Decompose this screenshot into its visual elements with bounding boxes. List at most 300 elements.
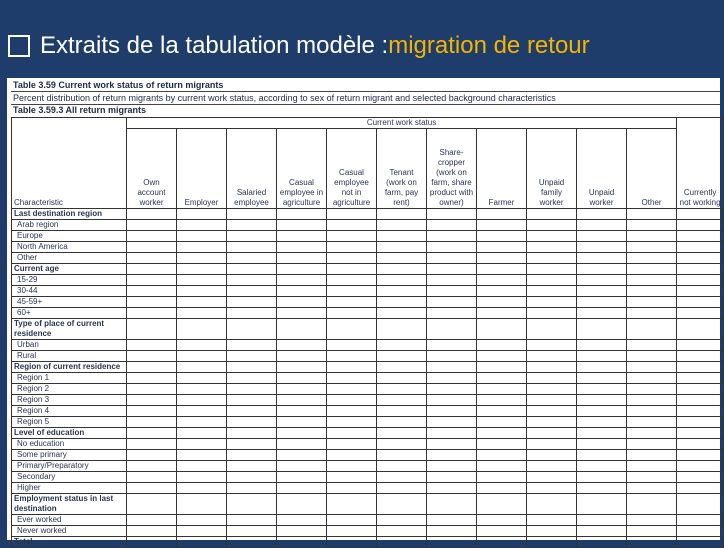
table-cell xyxy=(277,362,327,373)
table-cell xyxy=(577,264,627,275)
table-cell xyxy=(127,220,177,231)
table-cell xyxy=(127,526,177,537)
table-cell xyxy=(227,439,277,450)
table-cell xyxy=(127,537,177,548)
table-cell xyxy=(127,483,177,494)
table-cell xyxy=(677,297,724,308)
table-cell xyxy=(677,494,724,515)
table-row xyxy=(12,286,724,297)
table-cell xyxy=(627,275,677,286)
total-row xyxy=(12,537,724,548)
table-cell xyxy=(227,472,277,483)
table-cell xyxy=(227,537,277,548)
row-label: 15-29 xyxy=(12,275,127,286)
row-label: Europe xyxy=(12,231,127,242)
table-cell xyxy=(627,384,677,395)
table-cell xyxy=(627,395,677,406)
row-label: 30-44 xyxy=(12,286,127,297)
row-label: Secondary xyxy=(12,472,127,483)
table-cell xyxy=(177,373,227,384)
table-cell xyxy=(277,494,327,515)
table-cell xyxy=(427,373,477,384)
table-cell xyxy=(377,450,427,461)
table-cell xyxy=(577,406,627,417)
row-label: North America xyxy=(12,242,127,253)
table-cell xyxy=(377,351,427,362)
table-cell xyxy=(127,439,177,450)
table-cell xyxy=(627,308,677,319)
table-cell xyxy=(327,242,377,253)
table-cell xyxy=(277,275,327,286)
table-cell xyxy=(177,515,227,526)
table-cell xyxy=(527,275,577,286)
table-cell xyxy=(427,340,477,351)
table-cell xyxy=(577,483,627,494)
table-cell xyxy=(577,417,627,428)
table-cell xyxy=(627,264,677,275)
table-cell xyxy=(327,384,377,395)
table-cell xyxy=(127,515,177,526)
table-cell xyxy=(527,406,577,417)
table-cell xyxy=(127,340,177,351)
table-cell xyxy=(327,362,377,373)
table-cell xyxy=(527,515,577,526)
table-cell xyxy=(227,220,277,231)
table-cell xyxy=(627,417,677,428)
table-cell xyxy=(627,461,677,472)
table-cell xyxy=(377,384,427,395)
table-cell xyxy=(377,209,427,220)
table-cell xyxy=(377,253,427,264)
table-row xyxy=(12,395,724,406)
table-cell xyxy=(327,515,377,526)
table-cell xyxy=(427,220,477,231)
table-row xyxy=(12,340,724,351)
table-cell xyxy=(327,286,377,297)
table-cell xyxy=(327,439,377,450)
table-cell xyxy=(377,264,427,275)
table-cell xyxy=(277,515,327,526)
table-cell xyxy=(227,308,277,319)
table-cell xyxy=(177,231,227,242)
row-label: Other xyxy=(12,253,127,264)
table-cell xyxy=(527,472,577,483)
table-cell xyxy=(527,286,577,297)
table-cell xyxy=(627,340,677,351)
table-cell xyxy=(477,450,527,461)
table-cell xyxy=(527,526,577,537)
table-cell xyxy=(127,428,177,439)
table-cell xyxy=(427,297,477,308)
table-cell xyxy=(127,450,177,461)
table-cell xyxy=(277,297,327,308)
table-cell xyxy=(377,526,427,537)
table-cell xyxy=(177,450,227,461)
table-cell xyxy=(177,439,227,450)
table-cell xyxy=(227,406,277,417)
table-cell xyxy=(577,439,627,450)
table-row xyxy=(12,406,724,417)
table-cell xyxy=(677,395,724,406)
table-cell xyxy=(677,209,724,220)
table-cell xyxy=(177,220,227,231)
tabulation-table xyxy=(11,117,724,548)
table-cell xyxy=(477,373,527,384)
table-cell xyxy=(327,351,377,362)
section-row xyxy=(12,362,724,373)
table-row xyxy=(12,526,724,537)
current-work-status-header: Current work status xyxy=(127,118,677,129)
table-cell xyxy=(127,319,177,340)
section-label: Region of current residence xyxy=(12,362,127,373)
section-label: Current age xyxy=(12,264,127,275)
table-cell xyxy=(627,537,677,548)
section-label: Employment status in last destination xyxy=(12,494,127,515)
table-cell xyxy=(327,494,377,515)
table-cell xyxy=(677,319,724,340)
table-cell xyxy=(327,209,377,220)
table-cell xyxy=(327,253,377,264)
table-cell xyxy=(127,472,177,483)
table-cell xyxy=(477,384,527,395)
table-cell xyxy=(527,395,577,406)
table-cell xyxy=(377,242,427,253)
table-cell xyxy=(227,428,277,439)
column-header: Unpaid family worker xyxy=(527,129,577,209)
table-cell xyxy=(327,537,377,548)
table-cell xyxy=(677,428,724,439)
table-cell xyxy=(377,340,427,351)
table-cell xyxy=(127,351,177,362)
table-cell xyxy=(177,264,227,275)
table-cell xyxy=(577,526,627,537)
table-cell xyxy=(677,483,724,494)
table-cell xyxy=(427,483,477,494)
table-cell xyxy=(577,220,627,231)
table-cell xyxy=(377,286,427,297)
table-cell xyxy=(477,275,527,286)
table-cell xyxy=(677,275,724,286)
table-cell xyxy=(577,362,627,373)
table-cell xyxy=(277,417,327,428)
table-cell xyxy=(227,526,277,537)
table-cell xyxy=(427,286,477,297)
row-label: Region 2 xyxy=(12,384,127,395)
table-cell xyxy=(127,395,177,406)
table-cell xyxy=(427,351,477,362)
table-cell xyxy=(227,264,277,275)
table-cell xyxy=(277,340,327,351)
table-cell xyxy=(227,515,277,526)
table-cell xyxy=(677,253,724,264)
row-label: Region 1 xyxy=(12,373,127,384)
table-cell xyxy=(427,264,477,275)
table-cell xyxy=(427,494,477,515)
table-cell xyxy=(227,275,277,286)
table-cell xyxy=(177,319,227,340)
table-cell xyxy=(527,417,577,428)
table-cell xyxy=(227,242,277,253)
table-cell xyxy=(627,220,677,231)
table-cell xyxy=(577,351,627,362)
table-cell xyxy=(577,494,627,515)
table-cell xyxy=(477,297,527,308)
table-cell xyxy=(327,406,377,417)
table-cell xyxy=(127,384,177,395)
table-cell xyxy=(377,231,427,242)
table-cell xyxy=(327,526,377,537)
table-cell xyxy=(277,231,327,242)
table-cell xyxy=(527,319,577,340)
table-cell xyxy=(227,286,277,297)
table-cell xyxy=(377,297,427,308)
table-cell xyxy=(377,537,427,548)
table-cell xyxy=(627,428,677,439)
table-cell xyxy=(677,537,724,548)
table-cell xyxy=(127,297,177,308)
table-cell xyxy=(227,297,277,308)
row-label: Urban xyxy=(12,340,127,351)
table-cell xyxy=(627,297,677,308)
table-cell xyxy=(277,220,327,231)
table-cell xyxy=(377,515,427,526)
table-cell xyxy=(527,253,577,264)
table-cell xyxy=(227,319,277,340)
table-cell xyxy=(277,253,327,264)
table-cell xyxy=(527,362,577,373)
table-cell xyxy=(677,340,724,351)
table-cell xyxy=(427,384,477,395)
table-cell xyxy=(127,362,177,373)
table-cell xyxy=(277,428,327,439)
row-label: Rural xyxy=(12,351,127,362)
column-header: Tenant (work on farm, pay rent) xyxy=(377,129,427,209)
table-cell xyxy=(477,526,527,537)
table-cell xyxy=(427,253,477,264)
table-cell xyxy=(477,483,527,494)
table-cell xyxy=(477,209,527,220)
table-cell xyxy=(127,275,177,286)
table-cell xyxy=(327,428,377,439)
table-cell xyxy=(327,220,377,231)
table-cell xyxy=(527,242,577,253)
table-cell xyxy=(627,406,677,417)
table-cell xyxy=(577,319,627,340)
table-cell xyxy=(277,319,327,340)
table-cell xyxy=(277,439,327,450)
table-cell xyxy=(227,483,277,494)
table-cell xyxy=(427,319,477,340)
checkbox-bullet-icon xyxy=(8,35,30,57)
table-cell xyxy=(677,231,724,242)
table-row xyxy=(12,439,724,450)
table-cell xyxy=(327,340,377,351)
table-cell xyxy=(227,494,277,515)
table-cell xyxy=(477,472,527,483)
table-cell xyxy=(327,275,377,286)
table-cell xyxy=(627,472,677,483)
table-cell xyxy=(677,362,724,373)
table-cell xyxy=(227,253,277,264)
table-cell xyxy=(127,209,177,220)
table-cell xyxy=(177,362,227,373)
table-cell xyxy=(127,494,177,515)
table-cell xyxy=(227,417,277,428)
table-cell xyxy=(677,220,724,231)
table-cell xyxy=(627,253,677,264)
table-cell xyxy=(527,494,577,515)
table-cell xyxy=(277,406,327,417)
table-cell xyxy=(577,395,627,406)
section-label: Last destination region xyxy=(12,209,127,220)
table-cell xyxy=(177,483,227,494)
column-header: Other xyxy=(627,129,677,209)
table-cell xyxy=(577,384,627,395)
table-cell xyxy=(627,351,677,362)
table-cell xyxy=(327,472,377,483)
table-cell xyxy=(627,231,677,242)
table-cell xyxy=(577,472,627,483)
table-cell xyxy=(177,494,227,515)
table-cell xyxy=(627,373,677,384)
table-cell xyxy=(527,220,577,231)
table-cell xyxy=(677,450,724,461)
table-cell xyxy=(677,286,724,297)
table-cell xyxy=(227,362,277,373)
table-cell xyxy=(677,308,724,319)
table-cell xyxy=(427,308,477,319)
table-cell xyxy=(377,483,427,494)
table-cell xyxy=(177,395,227,406)
row-label: 60+ xyxy=(12,308,127,319)
table-cell xyxy=(477,515,527,526)
table-cell xyxy=(127,242,177,253)
table-cell xyxy=(377,275,427,286)
table-cell xyxy=(477,264,527,275)
table-cell xyxy=(577,231,627,242)
table-cell xyxy=(427,450,477,461)
row-label: 45-59+ xyxy=(12,297,127,308)
column-header: Farmer xyxy=(477,129,527,209)
row-label: Ever worked xyxy=(12,515,127,526)
table-cell xyxy=(527,340,577,351)
title-accent: migration de retour xyxy=(388,32,590,59)
table-cell xyxy=(327,264,377,275)
table-row xyxy=(12,450,724,461)
table-cell xyxy=(577,209,627,220)
table-cell xyxy=(477,231,527,242)
table-cell xyxy=(177,526,227,537)
table-cell xyxy=(527,297,577,308)
table-row xyxy=(12,483,724,494)
row-label: Region 4 xyxy=(12,406,127,417)
table-cell xyxy=(277,384,327,395)
table-cell xyxy=(277,450,327,461)
table-cell xyxy=(627,439,677,450)
table-cell xyxy=(477,286,527,297)
table-cell xyxy=(527,537,577,548)
table-cell xyxy=(127,286,177,297)
table-cell xyxy=(477,439,527,450)
table-cell xyxy=(277,526,327,537)
table-cell xyxy=(377,417,427,428)
table-cell xyxy=(427,231,477,242)
table-cell xyxy=(227,384,277,395)
table-cell xyxy=(627,494,677,515)
table-cell xyxy=(527,461,577,472)
row-label: Region 5 xyxy=(12,417,127,428)
table-cell xyxy=(377,362,427,373)
section-row xyxy=(12,494,724,515)
section-label: Level of education xyxy=(12,428,127,439)
table-cell xyxy=(377,319,427,340)
table-cell xyxy=(177,297,227,308)
table-cell xyxy=(427,209,477,220)
table-cell xyxy=(427,515,477,526)
table-cell xyxy=(627,483,677,494)
row-label: Never worked xyxy=(12,526,127,537)
column-header: Employer xyxy=(177,129,227,209)
table-cell xyxy=(627,286,677,297)
table-cell xyxy=(327,483,377,494)
table-cell xyxy=(177,340,227,351)
column-header: Currently not working xyxy=(677,118,724,209)
table-cell xyxy=(277,308,327,319)
table-cell xyxy=(227,209,277,220)
table-cell xyxy=(227,351,277,362)
table-cell xyxy=(377,494,427,515)
table-cell xyxy=(427,362,477,373)
table-cell xyxy=(277,395,327,406)
table-cell xyxy=(427,417,477,428)
table-cell xyxy=(327,373,377,384)
table-cell xyxy=(177,351,227,362)
table-cell xyxy=(177,209,227,220)
table-cell xyxy=(227,231,277,242)
table-cell xyxy=(527,483,577,494)
table-cell xyxy=(377,220,427,231)
row-label: No education xyxy=(12,439,127,450)
table-cell xyxy=(577,340,627,351)
table-cell xyxy=(677,472,724,483)
table-row xyxy=(12,472,724,483)
table-cell xyxy=(477,417,527,428)
table-cell xyxy=(177,384,227,395)
table-row xyxy=(12,275,724,286)
table-cell xyxy=(477,406,527,417)
table-cell xyxy=(277,209,327,220)
table-cell xyxy=(177,417,227,428)
table-row xyxy=(12,253,724,264)
row-label: Region 3 xyxy=(12,395,127,406)
table-cell xyxy=(577,242,627,253)
table-cell xyxy=(277,373,327,384)
table-cell xyxy=(577,297,627,308)
table-cell xyxy=(477,253,527,264)
table-cell xyxy=(627,515,677,526)
table-cell xyxy=(127,264,177,275)
table-cell xyxy=(277,472,327,483)
table-cell xyxy=(577,515,627,526)
table-cell xyxy=(127,461,177,472)
table-cell xyxy=(477,220,527,231)
table-row xyxy=(12,515,724,526)
column-header: Share-cropper (work on farm, share product with owner) xyxy=(427,129,477,209)
table-cell xyxy=(627,242,677,253)
table-cell xyxy=(477,340,527,351)
table-cell xyxy=(227,395,277,406)
table-cell xyxy=(377,472,427,483)
